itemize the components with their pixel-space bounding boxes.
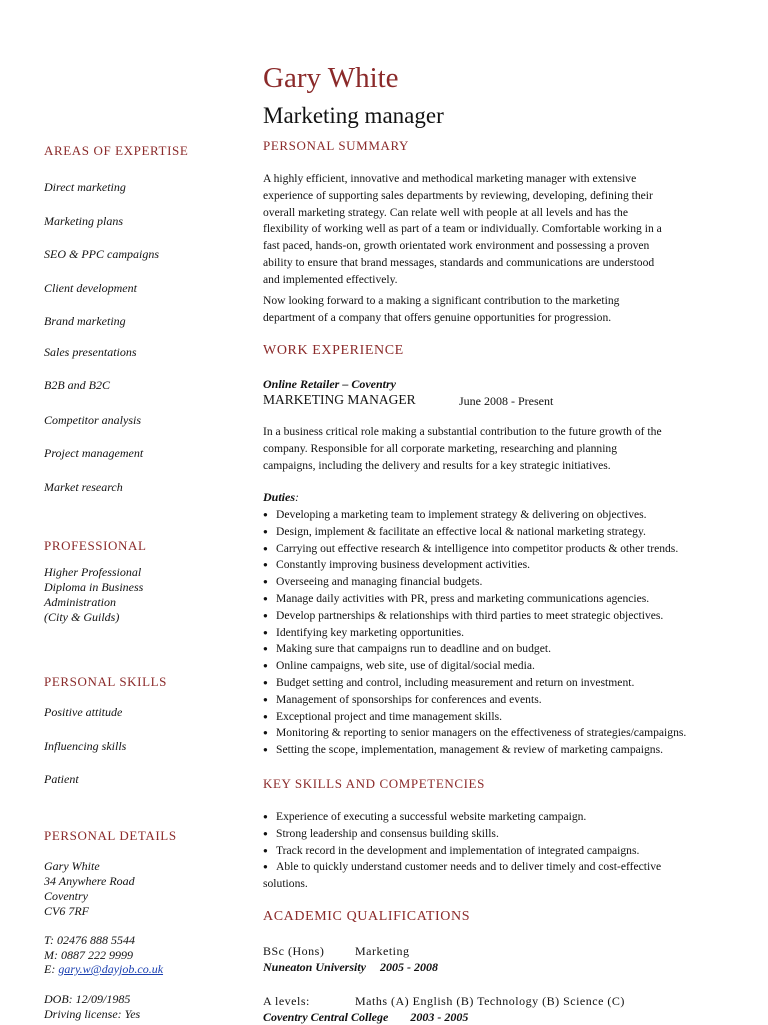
candidate-name: Gary White: [263, 62, 399, 94]
address-line: Gary White: [44, 859, 100, 873]
expertise-item: B2B and B2C: [44, 378, 110, 392]
role-dates: June 2008 - Present: [459, 394, 554, 408]
description-line: company. Responsible for all corporate marketing, researching and planning: [263, 441, 618, 455]
duty-item: ● Exceptional project and time management skills.: [263, 709, 686, 726]
mobile: [44, 948, 133, 963]
alevels-label: A levels:: [263, 994, 310, 1008]
license-value: Yes: [124, 1007, 141, 1021]
summary-line: flexibility of working well as part of a team or individually. Comfortable working in a: [263, 222, 662, 236]
email-label: E:: [44, 962, 59, 976]
university-years: 2005 - 2008: [380, 960, 439, 974]
professional-heading: PROFESSIONAL: [44, 538, 147, 553]
telephone-label: T:: [44, 933, 58, 947]
summary-paragraph-2: [263, 293, 738, 327]
summary-line: overall marketing strategy. Can relate well with people at all levels and has the: [263, 205, 628, 219]
key-skills-heading: KEY SKILLS AND COMPETENCIES: [263, 776, 485, 791]
alevels-subjects: Maths (A) English (B) Technology (B) Science (C): [355, 994, 625, 1008]
email-link[interactable]: gary.w@dayjob.co.uk: [58, 962, 164, 976]
professional-line: Diploma in Business: [44, 580, 144, 594]
duty-item: ● Developing a marketing team to implement strategy & delivering on objectives.: [263, 507, 686, 524]
description-line: campaigns, including the delivery and results for a key strategic initiatives.: [263, 458, 611, 472]
professional-line: Administration: [44, 595, 117, 609]
duty-item: ● Monitoring & reporting to senior managers on the effectiveness of strategies/campaigns.: [263, 725, 686, 742]
duties-colon: :: [295, 490, 300, 504]
academic-heading: ACADEMIC QUALIFICATIONS: [263, 909, 471, 924]
university-name: Nuneaton University: [263, 960, 367, 974]
personal-skills-heading: PERSONAL SKILLS: [44, 674, 168, 689]
role-description: [263, 424, 738, 474]
duties-list: [263, 507, 686, 759]
dob-value: 12/09/1985: [75, 992, 131, 1006]
summary-paragraph-1: [263, 171, 738, 289]
email: [44, 962, 163, 977]
duty-item: ● Constantly improving business development activities.: [263, 557, 686, 574]
job-title: Marketing manager: [263, 103, 444, 128]
university: [263, 960, 438, 975]
expertise-item: Client development: [44, 281, 137, 295]
expertise-item: Competitor analysis: [44, 413, 142, 427]
telephone-value: 02476 888 5544: [57, 933, 136, 947]
duties-label: [263, 490, 299, 505]
driving-license: [44, 1007, 140, 1022]
duty-item: ● Carrying out effective research & intelligence into competitor products & other trends.: [263, 541, 686, 558]
summary-line: experience of supporting sales departments by reviewing, developing, defining their: [263, 188, 653, 202]
mobile-value: 0887 222 9999: [61, 948, 133, 962]
duty-item: ● Management of sponsorships for conferences and events.: [263, 692, 686, 709]
telephone: [44, 933, 135, 948]
college: [263, 1010, 468, 1025]
personal-details-heading: PERSONAL DETAILS: [44, 828, 177, 843]
professional-line: (City & Guilds): [44, 610, 120, 624]
duty-item: ● Making sure that campaigns run to deadline and on budget.: [263, 641, 686, 658]
expertise-item: Project management: [44, 446, 144, 460]
duty-item: ● Budget setting and control, including measurement and return on investment.: [263, 675, 686, 692]
areas-of-expertise-heading: AREAS OF EXPERTISE: [44, 143, 189, 158]
duty-item: ● Setting the scope, implementation, management & review of marketing campaigns.: [263, 742, 686, 759]
skill-item: Positive attitude: [44, 705, 123, 719]
key-skill-item: ● Track record in the development and implementation of integrated campaigns.: [263, 843, 661, 860]
expertise-item: Market research: [44, 480, 123, 494]
duty-item: ● Manage daily activities with PR, press and marketing communications agencies.: [263, 591, 686, 608]
expertise-item: Sales presentations: [44, 345, 137, 359]
mobile-label: M:: [44, 948, 61, 962]
work-experience-heading: WORK EXPERIENCE: [263, 343, 404, 358]
skill-item: Influencing skills: [44, 739, 127, 753]
key-skill-item: ● Experience of executing a successful website marketing campaign.: [263, 809, 661, 826]
license-label: Driving license:: [44, 1007, 125, 1021]
summary-line: Now looking forward to a making a significant contribution to the marketing: [263, 294, 620, 307]
duty-item: ● Online campaigns, web site, use of digital/social media.: [263, 658, 686, 675]
skill-item: Patient: [44, 772, 79, 786]
key-skill-continuation: solutions.: [263, 877, 308, 890]
duty-item: ● Overseeing and managing financial budgets.: [263, 574, 686, 591]
degree-title: BSc (Hons): [263, 944, 325, 958]
college-name: Coventry Central College: [263, 1010, 389, 1024]
summary-line: and implemented effectively.: [263, 272, 398, 286]
date-of-birth: [44, 992, 130, 1007]
college-years: 2003 - 2005: [410, 1010, 469, 1024]
role-title: MARKETING MANAGER: [263, 392, 416, 407]
duty-item: ● Identifying key marketing opportunities.: [263, 625, 686, 642]
summary-line: department of a company that offers genuine opportunities for progression.: [263, 310, 612, 324]
expertise-item: Marketing plans: [44, 214, 123, 228]
address-line: CV6 7RF: [44, 904, 89, 918]
employer: Online Retailer – Coventry: [263, 377, 396, 391]
professional-line: Higher Professional: [44, 565, 142, 579]
summary-line: ability to ensure that brand messages, standards and communications are understood: [263, 255, 655, 269]
expertise-item: Brand marketing: [44, 314, 126, 328]
duty-item: ● Design, implement & facilitate an effective local & national marketing strategy.: [263, 524, 686, 541]
key-skills-list: [263, 809, 661, 876]
duties-label-text: Duties: [263, 490, 296, 504]
expertise-item: SEO & PPC campaigns: [44, 247, 159, 261]
key-skill-item: ● Able to quickly understand customer needs and to deliver timely and cost-effective: [263, 859, 661, 876]
duty-item: ● Develop partnerships & relationships with third parties to meet strategic objectives.: [263, 608, 686, 625]
address-line: 34 Anywhere Road: [44, 874, 135, 888]
personal-summary-heading: PERSONAL SUMMARY: [263, 138, 410, 153]
dob-label: DOB:: [44, 992, 76, 1006]
summary-line: A highly efficient, innovative and methodical marketing manager with extensive: [263, 172, 637, 185]
expertise-item: Direct marketing: [44, 180, 126, 194]
degree-subject: Marketing: [355, 944, 410, 958]
key-skill-item: ● Strong leadership and consensus building skills.: [263, 826, 661, 843]
address-line: Coventry: [44, 889, 88, 903]
description-line: In a business critical role making a substantial contribution to the future growth of the: [263, 425, 662, 438]
summary-line: fast paced, hands-on, growth orientated work environment and possessing a proven: [263, 239, 650, 253]
